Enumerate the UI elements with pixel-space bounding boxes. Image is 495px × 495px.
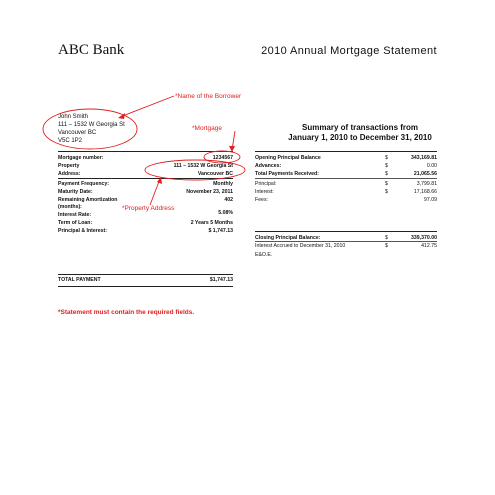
total-payment-value: $1,747.13 [209,277,233,283]
summary-line-1: Summary of transactions from [301,123,419,132]
advances-value: 0.00 [426,163,437,169]
total-payments-value: 21,065.56 [413,171,437,177]
address-label: Address: [58,171,81,177]
borrower-arrowhead [118,113,125,119]
property-value-city: Vancouver BC [197,171,233,177]
statement-title: 2010 Annual Mortgage Statement [261,45,437,57]
borrower-city: Vancouver BC [58,130,97,136]
term-value: 2 Years 5 Months [190,220,233,226]
summary-line-2: January 1, 2010 to December 31, 2010 [288,133,432,142]
interest-accrued-label: Interest Accrued to December 31, 2010 [255,243,346,249]
principal-interest-label: Principal & Interest: [58,228,108,234]
annotation-mortgage: *Mortgage [192,125,222,132]
fees-label: Fees: [255,197,268,203]
right-table-mid-rule [255,178,437,179]
interest-accrued-value: 412.75 [421,243,437,249]
borrower-name: John Smith [58,114,89,120]
interest-rate-value: 5.08% [218,210,233,216]
mortgage-number-value: 1234567 [212,155,233,161]
amortization-label-months: (months): [58,204,82,210]
mortgage-arrow [232,131,235,150]
payment-frequency-label: Payment Frequency: [58,181,110,187]
bank-name: ABC Bank [58,42,125,58]
advances-currency: $ [385,163,388,169]
annotation-required-fields: *Statement must contain the required fields. [58,309,195,316]
maturity-date-value: November 23, 2011 [186,189,233,195]
left-table-mid-rule [58,178,233,179]
interest-rate-label: Interest Rate: [58,212,92,218]
interest-accrued-currency: $ [385,243,388,249]
closing-bottom-rule [255,241,437,242]
borrower-arrow [120,96,174,117]
total-top-rule [58,274,233,275]
total-payment-label: TOTAL PAYMENT [58,277,101,283]
total-payments-currency: $ [385,171,388,177]
closing-balance-currency: $ [385,235,388,241]
left-table-top-rule [58,151,233,152]
closing-balance-value: 339,370.00 [411,235,437,241]
total-payments-label: Total Payments Received: [255,171,319,177]
annotation-borrower-name: *Name of the Borrower [175,93,242,100]
mortgage-number-label: Mortgage number: [58,155,104,161]
fees-value: 97.09 [424,197,437,203]
property-value-street: 111 – 1532 W Georgia St [173,163,233,169]
total-bottom-rule [58,286,233,287]
closing-balance-label: Closing Principal Balance: [255,235,321,241]
principal-interest-value: $ 1,747.13 [208,228,233,234]
property-arrow [150,179,160,205]
payment-frequency-value: Monthly [213,181,233,187]
maturity-date-label: Maturity Date: [58,189,93,195]
interest-value: 17,168.66 [413,189,437,195]
opening-balance-value: 343,169.81 [411,155,437,161]
amortization-value: 402 [224,197,233,203]
opening-balance-label: Opening Principal Balance [255,155,321,161]
interest-label: Interest: [255,189,274,195]
interest-currency: $ [385,189,388,195]
borrower-street: 111 – 1532 W Georgia St [58,122,125,128]
summary-heading [275,123,445,143]
principal-label: Principal: [255,181,277,187]
property-label: Property [58,163,80,169]
term-label: Term of Loan: [58,220,93,226]
eoe-note: E&O.E. [255,252,273,258]
principal-currency: $ [385,181,388,187]
closing-top-rule [255,231,437,232]
advances-label: Advances: [255,163,282,169]
principal-value: 3,799.81 [416,181,437,187]
annotation-property-address: *Property Address [122,205,175,212]
right-table-top-rule [255,151,437,152]
opening-balance-currency: $ [385,155,388,161]
amortization-label: Remaining Amortization [58,197,118,203]
borrower-postal: V5C 1P2 [58,138,83,144]
